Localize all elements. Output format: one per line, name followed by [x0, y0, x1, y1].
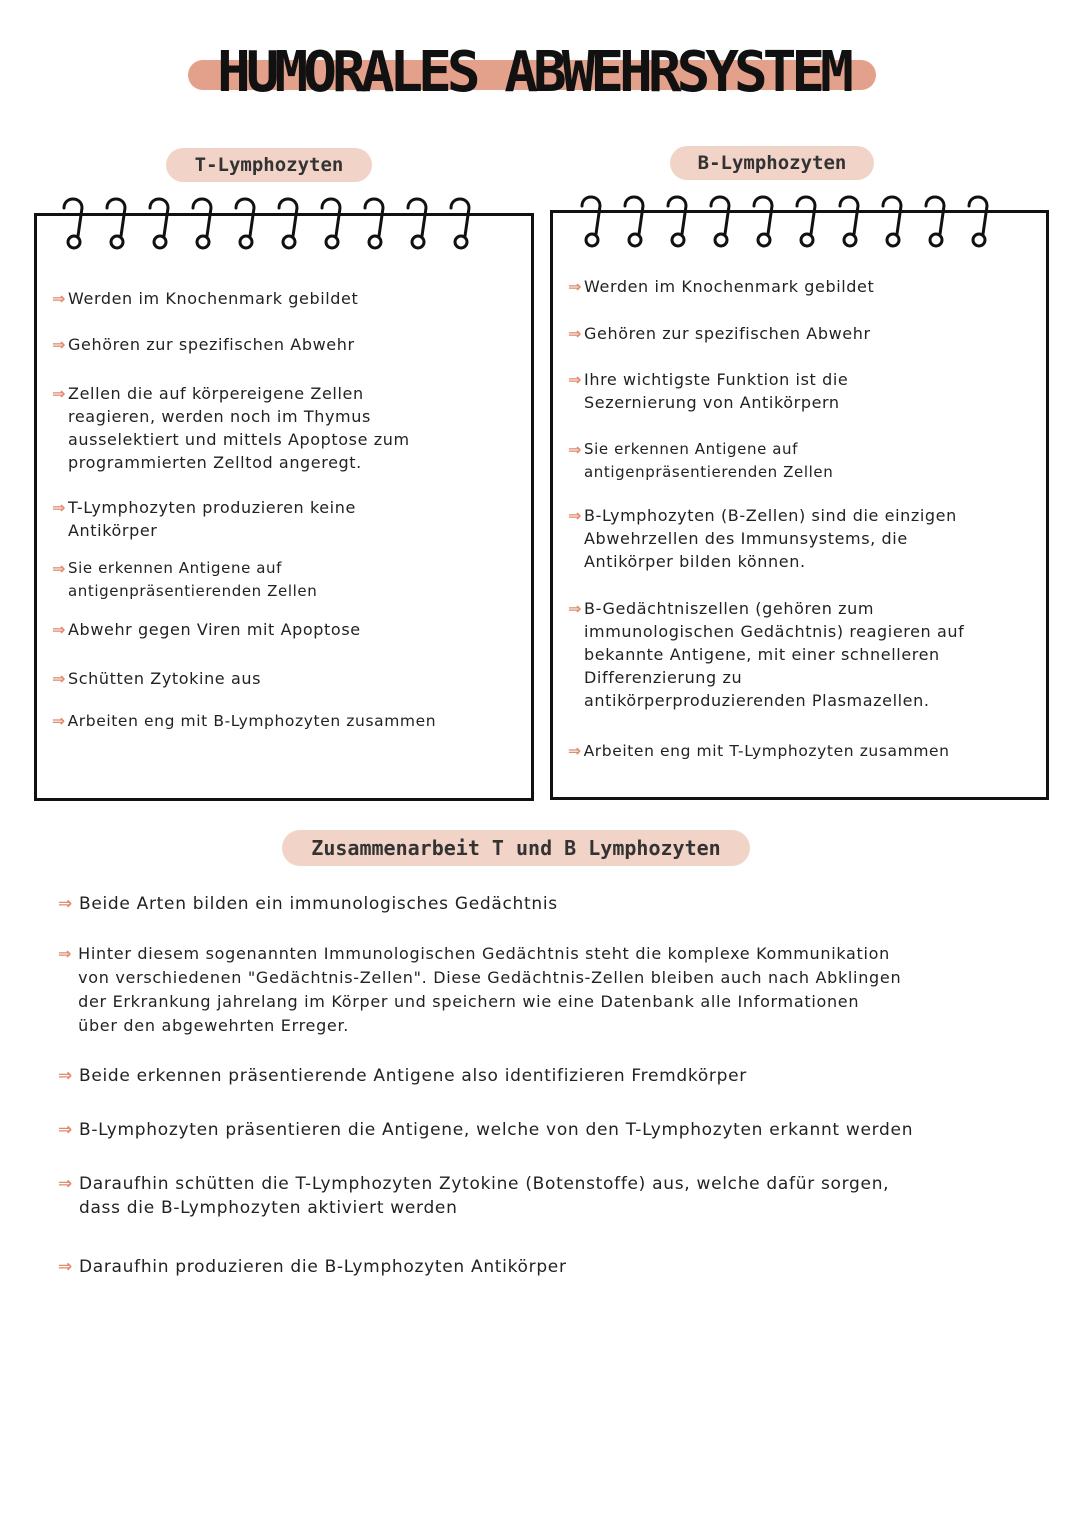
t-item-2: ⇒ Gehören zur spezifischen Abwehr — [52, 335, 355, 354]
page-title-block — [188, 38, 878, 108]
t-item-6: ⇒ Abwehr gegen Viren mit Apoptose — [52, 620, 361, 639]
t-item-5: ⇒ Sie erkennen Antigene auf antigenpräsentierenden Zellen — [52, 559, 318, 600]
t-item-8: ⇒ Arbeiten eng mit B-Lymphozyten zusammen — [52, 712, 437, 730]
arrow-icon: ⇒ — [58, 1120, 73, 1140]
binding-ring — [582, 197, 600, 246]
arrow-icon: ⇒ — [568, 370, 583, 389]
binding-ring — [840, 197, 858, 246]
binding-ring — [926, 197, 944, 246]
arrow-icon: ⇒ — [52, 289, 67, 308]
t-lymphozyten-header: T-Lymphozyten — [166, 148, 372, 182]
t-item-7: ⇒ Schütten Zytokine aus — [52, 669, 262, 688]
b-lymphozyten-header: B-Lymphozyten — [670, 146, 874, 180]
arrow-icon: ⇒ — [568, 742, 582, 760]
arrow-icon: ⇒ — [58, 944, 73, 963]
z-item-2: ⇒ Hinter diesem sogenannten Immunologischen Gedächtnis steht die komplexe Kommunikation von verschiedenen "Gedächtnis-Zellen". Diese Gedächtnis-Zellen bleiben auch nach Abklingen der Erkrankung jahrelang im Körper und speichern wie eine Datenbank alle Informationen über den abgewehrten Erreger. — [58, 944, 902, 1035]
arrow-icon: ⇒ — [568, 324, 583, 343]
arrow-icon: ⇒ — [568, 599, 583, 618]
b-item-5: ⇒ B-Lymphozyten (B-Zellen) sind die einzigen Abwehrzellen des Immunsystems, die Antikörper bilden können. — [568, 506, 957, 571]
t-item-4: ⇒ T-Lymphozyten produzieren keine Antikörper — [52, 498, 356, 540]
arrow-icon: ⇒ — [52, 498, 67, 517]
b-item-3: ⇒ Ihre wichtigste Funktion ist die Sezernierung von Antikörpern — [568, 370, 849, 412]
binding-ring — [193, 199, 211, 248]
binding-ring — [668, 197, 686, 246]
binding-ring — [365, 199, 383, 248]
arrow-icon: ⇒ — [58, 1257, 73, 1277]
arrow-icon: ⇒ — [52, 620, 67, 639]
zusammenarbeit-header: Zusammenarbeit T und B Lymphozyten — [282, 830, 750, 866]
arrow-icon: ⇒ — [58, 1174, 73, 1194]
b-item-1: ⇒ Werden im Knochenmark gebildet — [568, 277, 875, 296]
binding-ring — [754, 197, 772, 246]
arrow-icon: ⇒ — [568, 440, 583, 459]
arrow-icon: ⇒ — [568, 506, 583, 525]
spiral-binding-icon — [56, 190, 496, 260]
arrow-icon: ⇒ — [52, 669, 67, 688]
b-item-2: ⇒ Gehören zur spezifischen Abwehr — [568, 324, 871, 343]
binding-ring — [279, 199, 297, 248]
b-item-6: ⇒ B-Gedächtniszellen (gehören zum immunologischen Gedächtnis) reagieren auf bekannte Antigene, mit einer schnelleren Differenzierung zu antikörperproduzierenden Plasmazellen. — [568, 599, 965, 710]
binding-ring — [969, 197, 987, 246]
binding-ring — [322, 199, 340, 248]
arrow-icon: ⇒ — [52, 384, 67, 403]
binding-ring — [408, 199, 426, 248]
z-item-1: ⇒ Beide Arten bilden ein immunologisches Gedächtnis — [58, 894, 558, 914]
binding-ring — [625, 197, 643, 246]
binding-ring — [797, 197, 815, 246]
b-item-7: ⇒ Arbeiten eng mit T-Lymphozyten zusammen — [568, 742, 950, 760]
t-item-3: ⇒ Zellen die auf körpereigene Zellen reagieren, werden noch im Thymus ausselektiert und mittels Apoptose zum programmierten Zelltod angeregt. — [52, 384, 410, 472]
arrow-icon: ⇒ — [568, 277, 583, 296]
arrow-icon: ⇒ — [58, 894, 73, 914]
t-item-1: ⇒ Werden im Knochenmark gebildet — [52, 289, 359, 308]
z-item-4: ⇒ B-Lymphozyten präsentieren die Antigene, welche von den T-Lymphozyten erkannt werden — [58, 1120, 914, 1140]
binding-ring — [107, 199, 125, 248]
spiral-binding-icon — [574, 188, 1014, 258]
arrow-icon: ⇒ — [52, 335, 67, 354]
binding-ring — [711, 197, 729, 246]
z-item-6: ⇒ Daraufhin produzieren die B-Lymphozyten Antikörper — [58, 1257, 567, 1277]
z-item-5: ⇒ Daraufhin schütten die T-Lymphozyten Zytokine (Botenstoffe) aus, welche dafür sorgen, dass die B-Lymphozyten aktiviert werden — [58, 1174, 890, 1218]
arrow-icon: ⇒ — [52, 712, 66, 730]
page-title: HUMORALES ABWEHRSYSTEM — [217, 40, 849, 105]
arrow-icon: ⇒ — [58, 1066, 73, 1086]
binding-ring — [883, 197, 901, 246]
binding-ring — [150, 199, 168, 248]
binding-ring — [236, 199, 254, 248]
z-item-3: ⇒ Beide erkennen präsentierende Antigene also identifizieren Fremdkörper — [58, 1066, 747, 1086]
binding-ring — [451, 199, 469, 248]
arrow-icon: ⇒ — [52, 559, 67, 578]
b-item-4: ⇒ Sie erkennen Antigene auf antigenpräsentierenden Zellen — [568, 440, 834, 481]
binding-ring — [64, 199, 82, 248]
